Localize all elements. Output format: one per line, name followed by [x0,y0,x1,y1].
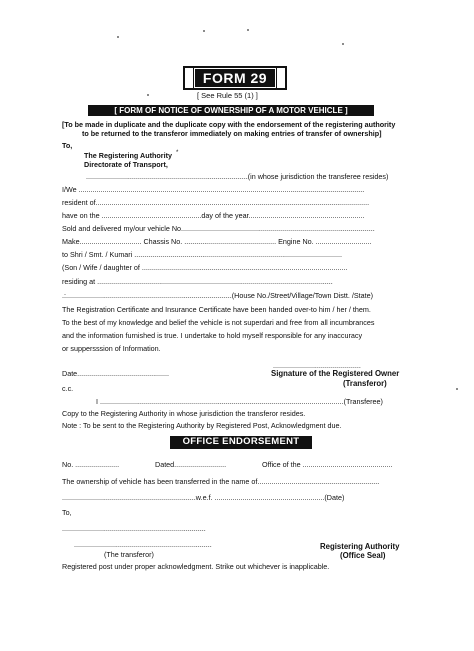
office-seal-label: (Office Seal) [340,551,386,560]
scan-speck [203,30,205,32]
transferee-line[interactable]: I ..........................................................................................................................(Transferee) [96,397,383,406]
scan-speck [147,94,149,96]
scan-speck [247,29,249,31]
rule-reference: [ See Rule 55 (1) ] [197,91,258,100]
transferor-dots[interactable]: ..................................................................... [74,540,212,549]
have-on-field[interactable]: have on the ..................................................day of the year.......................................................... [62,211,365,220]
to-label-2: To, [62,508,72,517]
date-field[interactable]: Date.............................................. [62,369,170,378]
residing-field[interactable]: residing at ...................................................................................................................... [62,277,333,286]
footer-note: Registered post under proper acknowledgment. Strike out whichever is inapplicable. [62,562,330,571]
declaration-line-3: and the information furnished is true. I undertake to hold myself responsible for any inaccuracy [62,331,363,340]
relation-field[interactable]: (Son / Wife / daughter of ....................................................................................................... [62,263,348,272]
vehicle-no-field[interactable]: Sold and delivered my/our vehicle No................................................................................................. [62,224,375,233]
authority-line-2: Directorate of Transport, [84,160,168,169]
authority-line-1: The Registering Authority [84,151,172,160]
to-label: To, [62,141,73,150]
signature-dots[interactable]: ............................................ [273,361,361,370]
scan-speck [342,43,344,45]
address-field[interactable]: .:...................................................................................(House No./Street/Village/Town Distt. /State) [62,291,374,300]
copy-line: Copy to the Registering Authority in whose jurisdiction the transferor resides. [62,409,306,418]
instruction-line-1: [To be made in duplicate and the duplicate copy with the endorsement of the registering authority [62,120,396,129]
signature-label: Signature of the Registered Owner [271,369,400,378]
scan-speck [117,36,119,38]
ownership-field[interactable]: The ownership of vehicle has been transferred in the name of............................................................. [62,477,380,486]
declaration-line-2: To the best of my knowledge and belief the vehicle is not superdari and free from all incumbrances [62,318,375,327]
make-chassis-engine-field[interactable]: Make............................... Chassis No. .............................................. Engine No. ............................ [62,237,372,246]
declaration-line-1: The Registration Certificate and Insurance Certificate have been handed over-to him / her / them. [62,305,371,314]
instruction-line-2: to be returned to the transferor immediately on making entries of transfer of ownership] [82,129,382,138]
asterisk-mark: * [176,150,179,156]
form-subtitle: [ FORM OF NOTICE OF OWNERSHIP OF A MOTOR VEHICLE ] [88,105,374,116]
transferor-label: (Transferor) [343,379,387,388]
the-transferor-label: (The transferor) [104,550,154,559]
endorse-no-field[interactable]: No. ...................... [62,460,120,469]
transferee-name-field[interactable]: to Shri / Smt. / Kumari ........................................................................................................ [62,250,342,259]
form-title: FORM 29 [194,68,276,88]
wef-date-field[interactable]: ...................................................................w.e.f. .......................................................(Date) [62,493,345,502]
form-title-box [183,66,287,90]
blank-address-line[interactable]: ........................................................................ [62,524,206,533]
iwe-field[interactable]: I/We ............................................................................................................................................... [62,185,365,194]
office-endorsement-heading: OFFICE ENDORSEMENT [170,436,312,449]
scan-speck [456,388,458,390]
resident-field[interactable]: resident of......................................................................................................................................... [62,198,370,207]
jurisdiction-line[interactable]: .................................................................................(in whose jurisdiction the transferee resides) [86,172,389,181]
note-line: Note : To be sent to the Registering Authority by Registered Post, Acknowledgment due. [62,421,342,430]
endorse-dated-field[interactable]: Dated.......................... [155,460,227,469]
office-of-field[interactable]: Office of the ............................................. [262,460,393,469]
cc-label: c.c. [62,384,74,393]
registering-authority-label: Registering Authority [320,542,400,551]
declaration-line-4: or suppersssion of Information. [62,344,161,353]
